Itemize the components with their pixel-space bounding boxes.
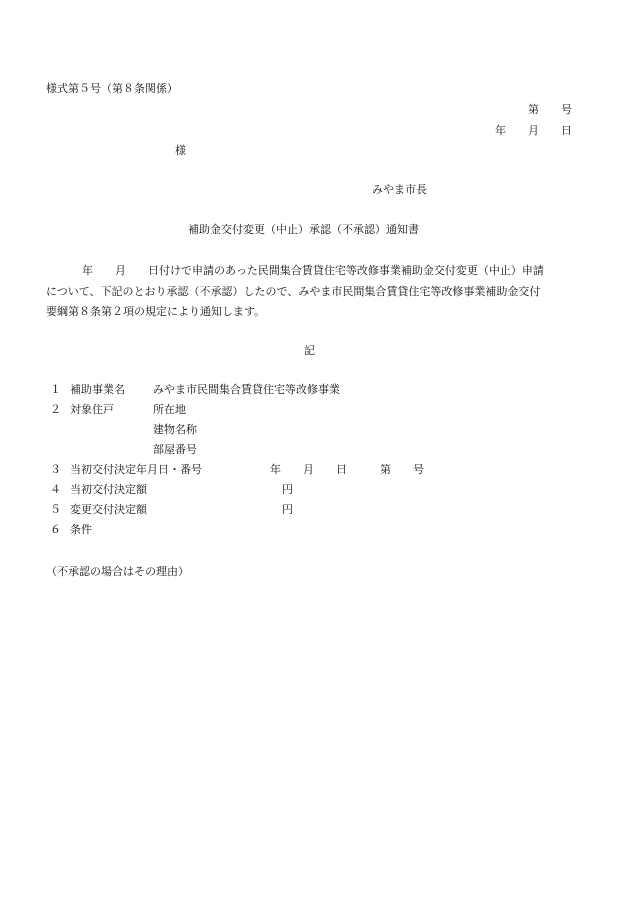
item-5-label: 変更交付決定額: [70, 503, 147, 516]
item-2-room-number: 部屋番号: [153, 443, 197, 456]
item-6-label: 条件: [70, 523, 92, 536]
item-2-label: 対象住戸: [70, 403, 114, 416]
item-3-value: 年 月 日 第 号: [270, 463, 424, 476]
item-5-unit: 円: [282, 503, 293, 516]
item-4-number: ４: [50, 483, 61, 496]
item-1-label: 補助事業名: [70, 383, 125, 396]
document-date-line: 年 月 日: [495, 124, 572, 137]
body-line-2: について、下記のとおり承認（不承認）したので、みやま市民間集合賃貸住宅等改修事業補助金交付: [46, 284, 541, 298]
item-2-number: ２: [50, 403, 61, 416]
document-number-line: 第 号: [528, 103, 572, 116]
item-2-location: 所在地: [153, 403, 186, 416]
item-4-label: 当初交付決定額: [70, 483, 147, 496]
item-2-building-name: 建物名称: [153, 423, 197, 436]
item-4-unit: 円: [282, 483, 293, 496]
body-line-3: 要綱第８条第２項の規定により通知します。: [46, 305, 266, 318]
ki-heading: 記: [304, 344, 315, 357]
body-paragraph: [46, 261, 586, 323]
item-1-value: みやま市民間集合賃貸住宅等改修事業: [153, 383, 340, 396]
issuer: みやま市長: [372, 183, 427, 196]
form-number: 様式第５号（第８条関係）: [46, 82, 178, 95]
reason-note: （不承認の場合はその理由）: [46, 565, 189, 578]
item-6-number: ６: [50, 523, 61, 536]
item-1-number: １: [50, 383, 61, 396]
addressee: 様: [175, 144, 186, 157]
item-5-number: ５: [50, 503, 61, 516]
item-3-label: 当初交付決定年月日・番号: [70, 463, 202, 476]
item-3-number: ３: [50, 463, 61, 476]
document-title: 補助金交付変更（中止）承認（不承認）通知書: [188, 223, 419, 236]
body-line-1: 年 月 日付けで申請のあった民間集合賃貸住宅等改修事業補助金交付変更（中止）申請: [82, 264, 544, 277]
